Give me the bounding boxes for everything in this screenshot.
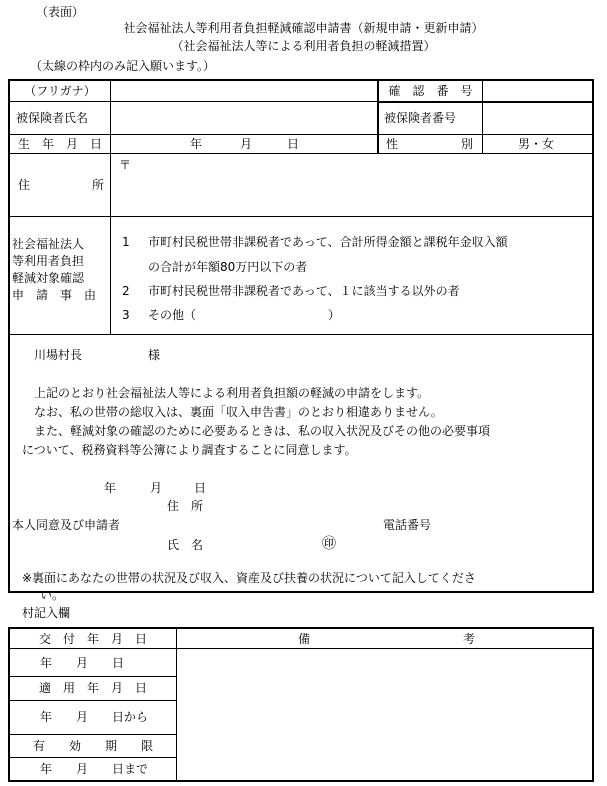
reason-3-text[interactable]: その他（ ） xyxy=(148,308,341,322)
footnote-line-1: ※裏面にあなたの世帯の状況及び収入、資産及び扶養の状況について記入してくださ xyxy=(22,571,476,585)
sex-options[interactable]: 男・女 xyxy=(518,137,555,151)
address-label: 住 xyxy=(18,178,31,192)
reason-3-number: 3 xyxy=(122,308,130,322)
sex-label: 性 xyxy=(386,137,399,151)
birthdate-label: 生 年 月 日 xyxy=(17,137,102,151)
date-day-unit: 日 xyxy=(194,481,207,495)
furigana-label: （フリガナ） xyxy=(24,84,96,98)
reason-2-number: 2 xyxy=(122,284,130,298)
sex-label-2: 別 xyxy=(461,137,474,151)
remarks-label: 備 xyxy=(298,632,311,646)
footnote-line-2: い。 xyxy=(40,588,65,602)
addressee: 川場村長 xyxy=(34,348,83,362)
phone-label: 電話番号 xyxy=(383,518,432,532)
declaration-line-1: 上記のとおり社会福祉法人等による利用者負担額の軽減の申請をします。 xyxy=(34,386,430,400)
village-heading: 村記入欄 xyxy=(22,606,71,620)
apply-date-value: 年 月 日から xyxy=(40,710,149,724)
reason-1-text-cont: の合計が年額80万円以下の者 xyxy=(148,260,308,274)
insured-name-label: 被保険者氏名 xyxy=(16,111,89,125)
date-month-unit: 月 xyxy=(150,481,163,495)
seal-mark: ㊞ xyxy=(322,536,336,552)
address-input[interactable] xyxy=(111,154,592,216)
confirm-number-label: 確 認 番 号 xyxy=(388,84,473,98)
declaration-line-2: なお、私の世帯の総収入は、裏面「収入申告書」のとおり相違ありません。 xyxy=(34,405,443,419)
birth-day-unit: 日 xyxy=(287,137,300,151)
side-label: （表面） xyxy=(36,5,85,19)
declaration-line-3: また、軽減対象の確認のために必要あるときは、私の収入状況及びその他の必要事項 xyxy=(34,424,491,438)
address-label-2: 所 xyxy=(92,178,105,192)
fill-note: （太線の枠内のみ記入願います。） xyxy=(30,59,216,73)
validity-label: 有 効 期 限 xyxy=(32,739,153,753)
furigana-input[interactable] xyxy=(111,81,377,101)
birth-year-unit: 年 xyxy=(190,137,203,151)
reason-label: 社会福祉法人 等利用者負担 軽減対象確認 申 請 事 由 xyxy=(12,237,97,302)
applicant-label: 本人同意及び申請者 xyxy=(12,518,121,532)
confirm-number-input[interactable] xyxy=(483,81,592,101)
insured-number-label: 被保険者番号 xyxy=(384,111,457,125)
reason-1-text[interactable]: 市町村民税世帯非課税者であって、合計所得金額と課税年金収入額 xyxy=(148,235,508,249)
apply-date-label: 適 用 年 月 日 xyxy=(38,681,147,695)
form-title: 社会福祉法人等利用者負担軽減確認申請書（新規申請・更新申請） xyxy=(123,21,484,35)
birth-month-unit: 月 xyxy=(240,137,253,151)
postal-mark: 〒 xyxy=(119,158,132,172)
remarks-label-2: 考 xyxy=(463,632,476,646)
reason-2-text[interactable]: 市町村民税世帯非課税者であって、１に該当する以外の者 xyxy=(148,284,460,298)
reason-1-number: 1 xyxy=(122,235,130,249)
insured-name-input[interactable] xyxy=(111,102,377,134)
form-subtitle: （社会福祉法人等による利用者負担の軽減措置） xyxy=(171,39,436,53)
declaration-line-4: について、税務資料等公簿により調査することに同意します。 xyxy=(22,443,357,457)
validity-value: 年 月 日まで xyxy=(40,762,149,776)
issue-date-value: 年 月 日 xyxy=(40,656,125,670)
remarks-area[interactable] xyxy=(177,649,592,780)
date-year-unit: 年 xyxy=(104,481,117,495)
applicant-address-label: 住 所 xyxy=(167,499,204,513)
applicant-name-label: 氏 名 xyxy=(167,538,204,552)
issue-date-label: 交 付 年 月 日 xyxy=(38,632,147,646)
insured-number-input[interactable] xyxy=(483,103,592,134)
honorific: 様 xyxy=(148,348,161,362)
